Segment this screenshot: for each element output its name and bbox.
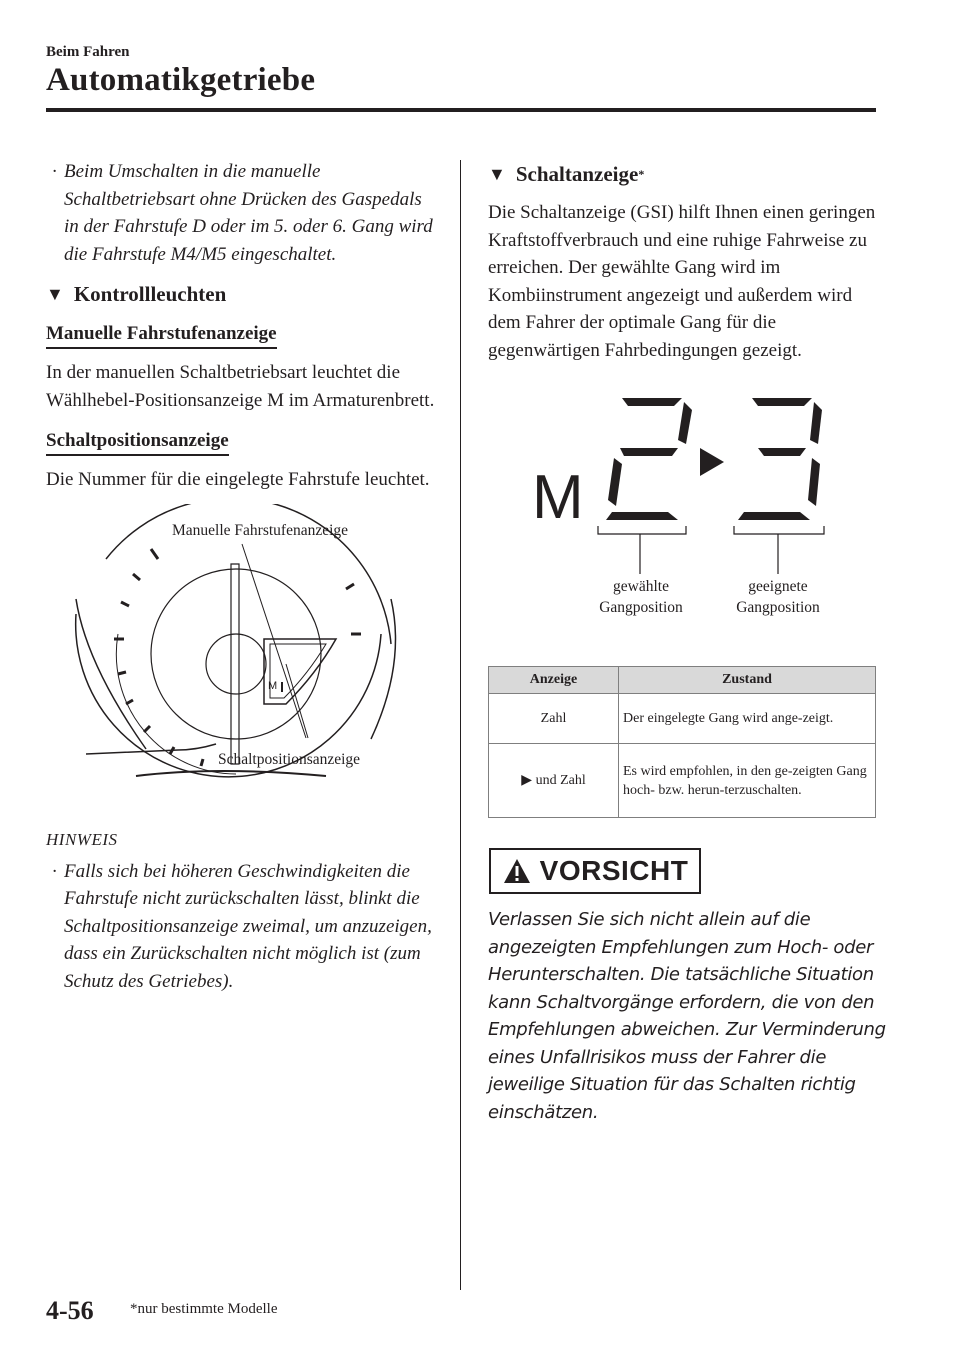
table-header-row (489, 667, 876, 694)
footnote-mark: * (638, 167, 645, 181)
paragraph-gsi: Die Schaltanzeige (GSI) hilft Ihnen einen geringen Kraftstoffverbrauch und eine ruhige Fahrweise zu erreichen. Der gewählte Gang wird im Kombiinstrument angezeigt und außerdem wird dem Fahrer der optimale Gang für die gegenwärtigen Fahrbedingungen gezeigt. (488, 202, 876, 361)
header-rule (46, 108, 876, 112)
caution-box (489, 848, 701, 894)
table-cell-zustand: Der eingelegte Gang wird ange-zeigt. (619, 694, 876, 744)
gsi-status-table (488, 666, 876, 818)
left-column (46, 158, 436, 995)
table-header-anzeige: Anzeige (489, 667, 619, 694)
chapter-title: Automatikgetriebe (46, 62, 316, 98)
label-selected-gear (586, 576, 696, 618)
label-suitable-gear-line2: Gangposition (736, 599, 820, 616)
heading-text: Schaltanzeige (515, 162, 639, 186)
table-row (489, 694, 876, 744)
note-text: Falls sich bei höheren Geschwindigkeiten die Fahrstufe nicht zurückschalten lässt, blinkt die Schaltpositionsanzeige zweimal, um anzuzeigen, dass ein Zurückschalten nicht möglich ist (zum Schutz des Getriebes). (64, 860, 432, 992)
table-cell-zustand: Es wird empfohlen, in den ge-zeigten Gang hoch- bzw. herun-terzuschalten. (619, 744, 876, 818)
gsi-mode-letter: M (532, 463, 584, 532)
label-manual-indicator: Manuelle Fahrstufenanzeige (172, 521, 349, 539)
table-cell-anzeige: Zahl (489, 694, 619, 744)
heading-text: Kontrollleuchten (73, 282, 227, 306)
subheading-shift-indicator: Schaltpositionsanzeige (46, 430, 229, 456)
warning-triangle-icon (502, 857, 532, 885)
table-cell-anzeige-text: und Zahl (535, 773, 586, 788)
inset-m-letter: M (268, 679, 278, 692)
label-suitable-gear-line1: geeignete (748, 578, 808, 595)
paragraph-manual-indicator: In der manuellen Schaltbetriebsart leuchtet die Wählhebel-Positionsanzeige M im Armaturenbrett. (46, 362, 435, 411)
table-row (489, 744, 876, 818)
page-number: 4-56 (46, 1296, 94, 1325)
label-shift-indicator: Schaltpositionsanzeige (218, 750, 361, 768)
caution-text: Verlassen Sie sich nicht allein auf die angezeigten Empfehlungen zum Hoch- oder Herunterschalten. Die tatsächliche Situation kann Schaltvorgänge erfordern, die von den Empfehlungen abweichen. Zur Verminderung eines Unfallrisikos muss der Fahrer die jeweilige Situation für das Schalten richtig einschätzen. (488, 909, 886, 1123)
heading-schaltanzeige (488, 162, 878, 187)
bullet-manual-mode (46, 158, 436, 268)
bullet-dot: · (52, 860, 57, 882)
note-heading: HINWEIS (46, 829, 118, 849)
right-column (488, 158, 878, 646)
footnote: *nur bestimmte Modelle (130, 1301, 278, 1317)
note-bullet (46, 858, 436, 996)
caution-label: VORSICHT (539, 855, 689, 886)
heading-kontrollleuchten (46, 282, 436, 307)
label-suitable-gear (722, 576, 834, 618)
subheading-manual-indicator: Manuelle Fahrstufenanzeige (46, 323, 277, 349)
column-divider (460, 160, 461, 1290)
figure-instrument-cluster (46, 504, 436, 804)
figure-gsi-display (488, 386, 878, 646)
section-label: Beim Fahren (46, 44, 130, 60)
bullet-text: Beim Umschalten in die manuelle Schaltbetriebsart ohne Drücken des Gaspedals in der Fahrstufe D oder im 5. oder 6. Gang wird die Fahrstufe M4/M5 eingeschaltet. (64, 161, 433, 265)
arrow-right-icon: ▶ (521, 773, 533, 788)
triangle-down-icon: ▼ (488, 164, 506, 184)
label-selected-gear-line2: Gangposition (599, 599, 683, 616)
table-header-zustand: Zustand (619, 667, 876, 694)
table-cell-anzeige (489, 744, 619, 818)
label-selected-gear-line1: gewählte (613, 578, 669, 595)
triangle-down-icon: ▼ (46, 284, 64, 304)
bullet-dot: · (52, 161, 57, 182)
paragraph-shift-indicator: Die Nummer für die eingelegte Fahrstufe leuchtet. (46, 469, 430, 490)
